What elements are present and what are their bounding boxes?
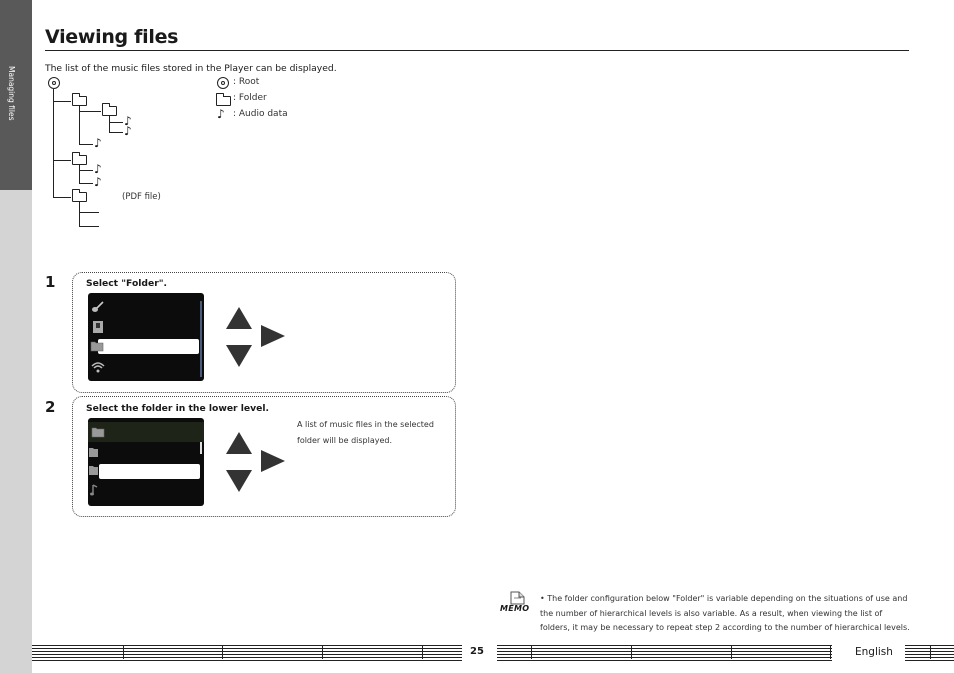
- page-title: Viewing files: [45, 26, 179, 48]
- language-label: English: [855, 646, 893, 658]
- folder-icon: [72, 96, 87, 106]
- memo-label: MEMO: [500, 604, 530, 613]
- music-note-icon: ♪: [94, 136, 102, 150]
- memo-text: • The folder configuration below "Folder" is variable depending on the situations of use and the number of hierarchical levels is also variable. As a result, when viewing the list of folders, it may be necessary to repeat step 2 according to the number of hierarchical levels.: [540, 594, 910, 632]
- folder-icon: [88, 464, 102, 476]
- music-note-icon: ♪: [124, 124, 132, 138]
- player-screen-2: [88, 418, 204, 506]
- player-screen-1: [88, 293, 204, 381]
- folder-icon: [91, 426, 105, 438]
- up-arrow-icon[interactable]: [226, 307, 252, 329]
- right-arrow-icon[interactable]: [261, 325, 285, 347]
- folder-icon: [216, 96, 231, 106]
- screen-header: [88, 422, 204, 442]
- legend-root: : Root: [233, 77, 260, 87]
- microphone-icon: [91, 321, 105, 333]
- music-note-icon: ♪: [124, 114, 132, 128]
- pdf-file-label: (PDF file): [122, 192, 161, 202]
- side-strip: [0, 190, 32, 673]
- legend-folder: : Folder: [233, 93, 267, 103]
- music-note-icon: ♪: [217, 107, 225, 121]
- intro-text: The list of the music files stored in the Player can be displayed.: [45, 63, 337, 74]
- folder-icon: [72, 192, 87, 202]
- music-note-icon: ♪: [94, 162, 102, 176]
- up-arrow-icon[interactable]: [226, 432, 252, 454]
- down-arrow-icon[interactable]: [226, 470, 252, 492]
- step-2-title: Select the folder in the lower level.: [86, 403, 270, 414]
- folder-icon: [88, 446, 102, 458]
- selected-folder-item[interactable]: [99, 464, 200, 479]
- step-2-number: 2: [45, 398, 56, 416]
- step-1-title: Select "Folder".: [86, 278, 168, 289]
- folder-icon: [90, 340, 104, 352]
- root-icon: [217, 77, 229, 89]
- music-note-icon: ♪: [94, 175, 102, 189]
- step-1-number: 1: [45, 273, 56, 291]
- music-note-icon: [89, 484, 103, 496]
- wireless-icon: [91, 361, 105, 373]
- legend-audio: : Audio data: [233, 109, 288, 119]
- side-tab-label: Managing files: [7, 66, 16, 121]
- screen-scrollbar: [200, 442, 202, 454]
- title-rule: [45, 50, 909, 51]
- guitar-icon: [91, 301, 105, 313]
- folder-icon: [72, 155, 87, 165]
- folder-icon: [102, 106, 117, 116]
- right-arrow-icon[interactable]: [261, 450, 285, 472]
- screen-scrollbar: [200, 301, 202, 377]
- root-icon: [48, 77, 60, 89]
- page-number: 25: [470, 646, 484, 657]
- down-arrow-icon[interactable]: [226, 345, 252, 367]
- selected-menu-item[interactable]: [98, 339, 199, 354]
- side-tab: [0, 0, 32, 190]
- step-2-note: A list of music files in the selected folder will be displayed.: [297, 420, 434, 445]
